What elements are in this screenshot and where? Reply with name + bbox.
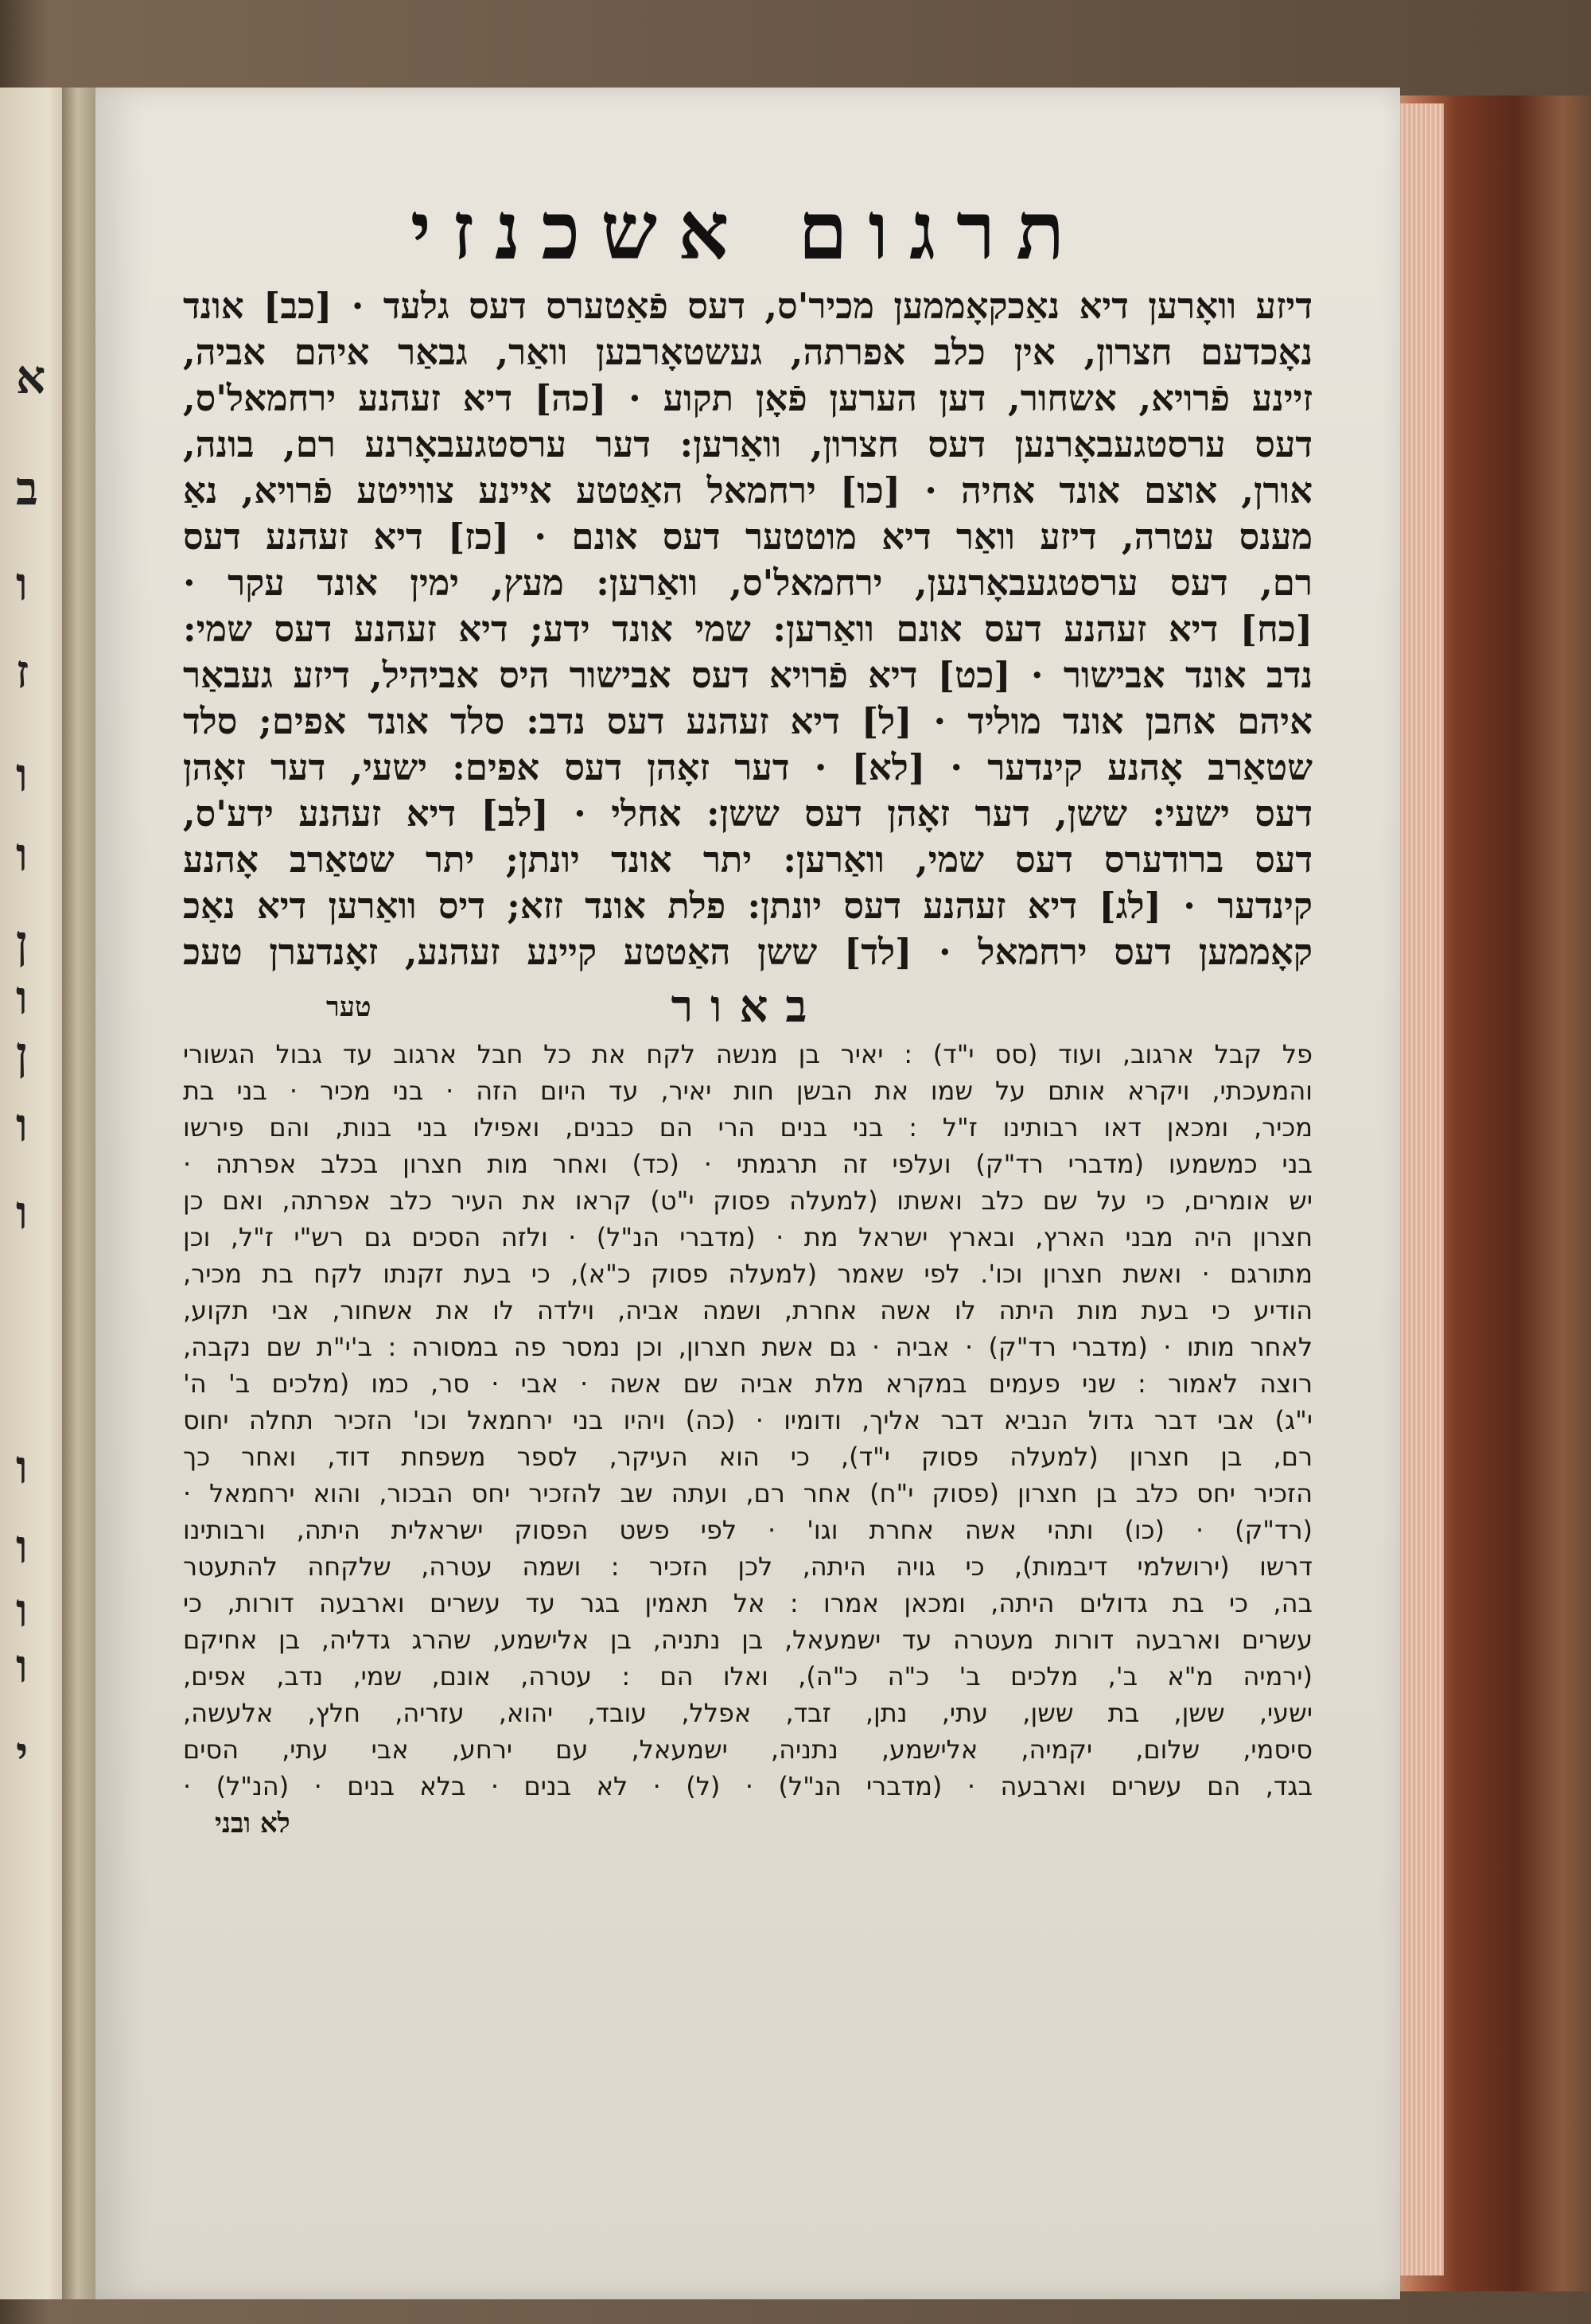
left-page-glyph: ו [16,1583,28,1637]
left-page-glyph: ו [16,971,28,1025]
commentary-line: (רד"ק) · (כו) ותהי אשה אחרת וגו' · לפי פשט הפסוק ישראלית היתה, ורבותינו [183,1515,1313,1545]
left-page-glyph: ן [16,1026,28,1080]
commentary-line: עשרים וארבעה דורות מעטרה עד ישמעאל, בן נתניה, בן אלישמע, שהרג גדליה, בן אחיקם [183,1625,1313,1655]
commentary-header [183,980,1313,1036]
main-text-line: [כח] דיא זעהנע דעס אונם וואַרען: שמי אונד ידע; דיא זעהנע דעס שמי: [183,608,1313,650]
commentary-line: סיסמי, שלום, יקמיה, אלישמע, נתניה, ישמעאל, עם ירחע, אבי עתי, הסים [183,1734,1313,1765]
commentary-line: בגד, הם עשרים וארבעה · (מדברי הנ"ל) · (ל) · לא בנים · בלא בנים · (הנ"ל) · [183,1771,1313,1801]
main-text-line: איהם אחבן אונד מוליד · [ל] דיא זעהנע דעס נדב: סלד אונד אפים; סלד [183,700,1313,742]
left-page-glyph: ב [16,461,38,516]
left-page-glyph: ו [16,1639,28,1693]
main-text-line: דעס ישעי: ששן, דער זאָהן דעס ששן: אחלי · [לב] דיא זעהנע ידע'ס, [183,792,1313,835]
commentary-line: (ירמיה מ"א ב', מלכים ב' כ"ה כ"ה), ואלו הם : עטרה, אונם, שמי, נדב, אפים, [183,1661,1313,1691]
left-page-glyph: ו [16,1098,28,1152]
main-text-line: קאָממען דעס ירחמאל · [לד] ששן האַטטע קיינע זעהנע, זאָנדערן טעכ [183,931,1313,973]
commentary-text [183,1036,1313,1804]
commentary-line: בני כמשמעו (מדברי רד"ק) ועלפי זה תרגמתי · (כד) ואחר מות חצרון בכלב אפרתה · [183,1149,1313,1179]
main-text-line: דעס ברודערס דעס שמי, וואַרען: יתר אונד יונתן; יתר שטאַרב אָהנע [183,839,1313,881]
main-text-line: נדב אונד אבישור · [כט] דיא פֿרויא דעס אבישור היס אביהיל, דיזע געבאַר [183,654,1313,696]
main-text-line: נאָכדעם חצרון, אין כלב אפרתה, געשטאָרבען וואַר, גבאַר איהם אביה, [183,331,1313,373]
commentary-line: דרשו (ירושלמי דיבמות), כי גויה היתה, לכן הזכיר : ושמה עטרה, שלקחה להתעטר [183,1551,1313,1582]
commentary-line: הזכיר יחס כלב בן חצרון (פסוק י"ח) אחר רם, ועתה שב להזכיר יחס הבכור, והוא ירחמאל · [183,1478,1313,1508]
main-text [183,283,1313,975]
left-page-glyph: ו [16,1440,28,1494]
left-page-glyph: ו [16,1185,28,1240]
commentary-title: באור [671,980,825,1033]
commentary-line: הודיע כי בעת מות היתה לו אשה אחרת, ושמה אביה, וילדה לו את אשחור, אבי תקוע, [183,1295,1313,1325]
page-content [183,184,1313,1839]
commentary-line: י"ג) אבי דבר גדול הנביא דבר אליך, ודומיו · (כה) ויהיו בני ירחמאל וכו' הזכיר תחלה יחוס [183,1405,1313,1435]
main-text-line: דעס ערסטגעבאָרנען דעס חצרון, וואַרען: דער ערסטגעבאָרנע רם, בונה, [183,423,1313,465]
book-spine [62,88,100,2299]
commentary-line: והמעכתי, ויקרא אותם על שמו את הבשן חות יאיר, עד היום הזה · בני מכיר · בני בת [183,1076,1313,1106]
main-text-line: רם, דעס ערסטגעבאָרנען, ירחמאל'ס, וואַרען: מעץ, ימין אונד עקר · [183,562,1313,604]
left-page-glyph: ו [16,748,28,802]
catchword-commentary: לא ובני [215,1808,290,1839]
commentary-line: יש אומרים, כי על שם כלב ואשתו (למעלה פסוק י"ט) קראו את העיר כלב אפרתה, ואם כן [183,1185,1313,1216]
main-text-line: דיזע וואָרען דיא נאַכקאָממען מכיר'ס, דעס פֿאַטערס דעס גלעד · [כב] אונד [183,285,1313,327]
main-text-line: אורן, אוצם אונד אחיה · [כו] ירחמאל האַטטע איינע צווייטע פֿרויא, נאַ [183,469,1313,512]
left-page-glyph: א [16,350,46,404]
left-page-glyph: ו [16,557,28,611]
left-page-glyph: ן [16,915,28,969]
main-text-line: מענס עטרה, דיזע וואַר דיא מוטטער דעס אונם · [כז] דיא זעהנע דעס [183,516,1313,558]
commentary-line: לאחר מותו · (מדברי רד"ק) · אביה · גם אשת חצרון, וכן נמסר פה במסורה : ב'י"ת שם נקבה, [183,1332,1313,1362]
main-text-line: קינדער · [לג] דיא זעהנע דעס יונתן: פלת אונד זזא; דיס וואַרען דיא נאַכ [183,885,1313,927]
main-text-line: שטאַרב אָהנע קינדער · [לא] · דער זאָהן דעס אפים: ישעי, דער זאָהן [183,746,1313,788]
commentary-line: רוצה לאמור : שני פעמים במקרא מלת אביה שם אשה · אבי · סר, כמו (מלכים ב' ה' [183,1368,1313,1399]
commentary-line: פל קבל ארגוב, ועוד (סס י"ד) : יאיר בן מנשה לקח את כל חבל ארגוב עד גבול הגשורי [183,1039,1313,1069]
left-page-glyph: ז [16,644,29,699]
left-page-glyph: ו [16,827,28,882]
commentary-line: חצרון היה מבני הארץ, ובארץ ישראל מת · (מדברי הנ"ל) · ולזה הסכים גם רש"י ז"ל, וכן [183,1222,1313,1252]
book-page [95,88,1400,2299]
commentary-line: בה, כי בת גדולים היתה, ומכאן אמרו : אל תאמין בגר עד עשרים וארבעה דורות, כי [183,1588,1313,1618]
main-text-line: זיינע פֿרויא, אשחור, דען הערען פֿאָן תקוע · [כה] דיא זעהנע ירחמאל'ס, [183,377,1313,419]
commentary-line: רם, בן חצרון (למעלה פסוק י"ד), כי הוא העיקר, לספר משפחת דוד, ואחר כך [183,1442,1313,1472]
commentary-line: ישעי, ששן, בת ששן, עתי, נתן, זבד, אפלל, עובד, יהוא, עזריה, חלץ, אלעשה, [183,1698,1313,1728]
left-page-glyph: י [16,1726,29,1781]
page-heading: תרגום אשכנזי [410,184,1086,278]
commentary-line: מתורגם · ואשת חצרון וכו'. לפי שאמר (למעלה פסוק כ"א), כי בעת זקנתו לקח בת מכיר, [183,1259,1313,1289]
commentary-line: מכיר, ומכאן דאו רבותינו ז"ל : בני בנים הרי הם כבנים, ואפילו בני בנות, והם פירשו [183,1112,1313,1143]
catchword-main: טער [326,991,371,1023]
left-page-glyph: ו [16,1520,28,1574]
